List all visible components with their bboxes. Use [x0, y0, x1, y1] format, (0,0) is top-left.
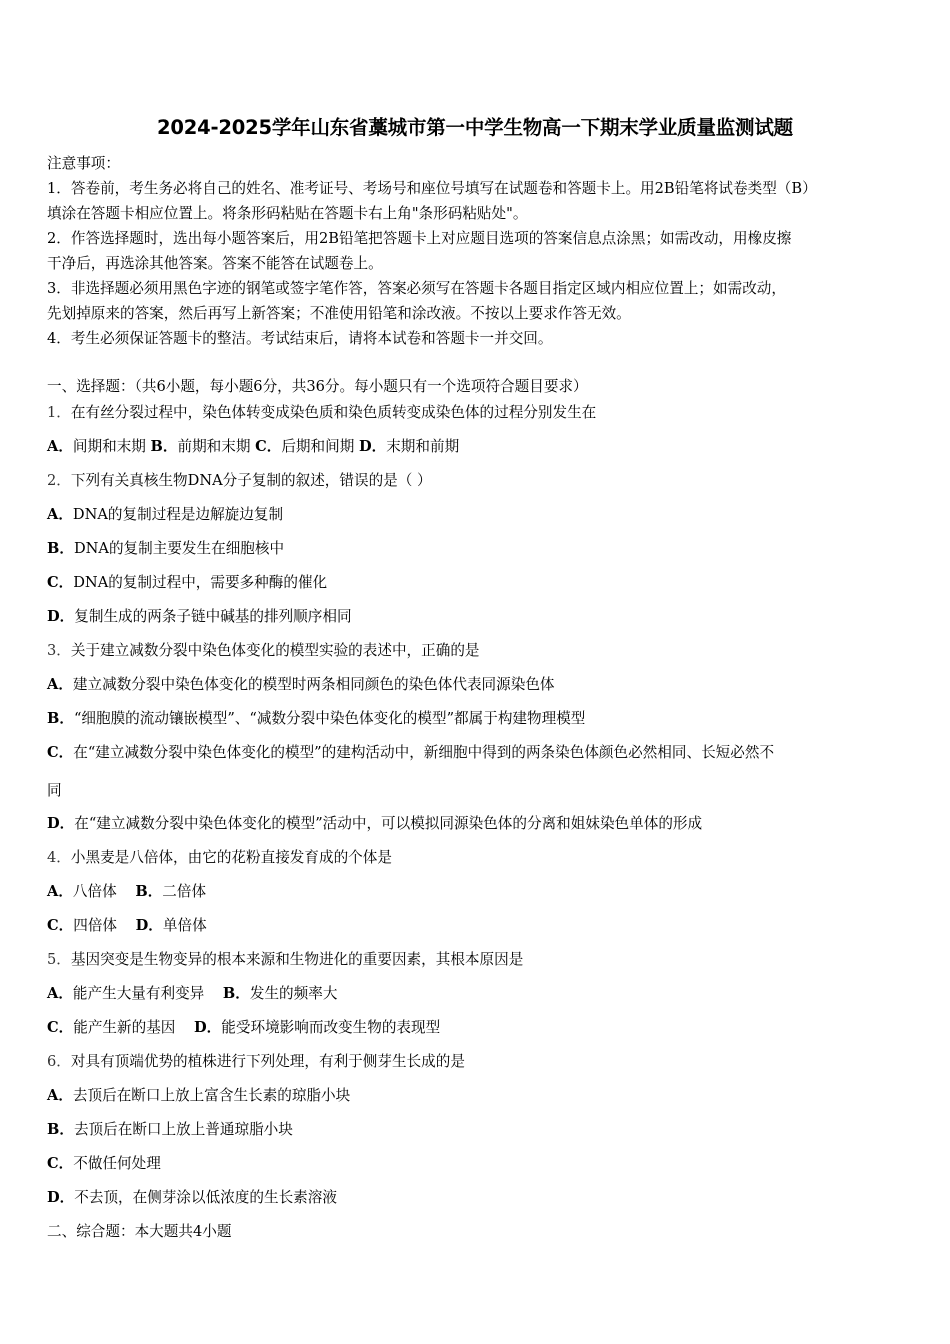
option-label: B． [135, 883, 163, 900]
question-number: 1． [47, 404, 71, 421]
option-c [47, 741, 907, 762]
option-label: A． [47, 506, 73, 523]
option-text: 去顶后在断口上放上富含生长素的琼脂小块 [72, 1087, 351, 1104]
question-number: 2． [47, 472, 71, 489]
option-label: A． [47, 883, 73, 900]
notice-line: 1．答卷前，考生务必将自己的姓名、准考证号、考场号和座位号填写在试题卷和答题卡上。用2B铅笔将试卷类型（B） [47, 180, 817, 197]
option-c-continued: 同 [47, 782, 62, 799]
option-b [47, 537, 907, 558]
option-label: D． [358, 438, 387, 455]
option-label: A． [47, 985, 73, 1002]
question-number: 6． [47, 1053, 71, 1070]
option-text: 单倍体 [162, 917, 207, 934]
option-label: A． [47, 1087, 73, 1104]
option-label: A． [47, 438, 73, 455]
option-label: B． [47, 1121, 74, 1138]
page-title: 2024-2025学年山东省藁城市第一中学生物高一下期末学业质量监测试题 [157, 116, 793, 139]
option-text: 发生的频率大 [249, 985, 338, 1002]
option-a [47, 503, 907, 524]
option-text: 二倍体 [162, 883, 207, 900]
option-label: C． [47, 1019, 74, 1036]
option-label: B． [222, 985, 250, 1002]
option-a [47, 673, 907, 694]
option-text: 能产生大量有利变异 [72, 985, 205, 1002]
question-stem: 对具有顶端优势的植株进行下列处理，有利于侧芽生长成的是 [70, 1053, 465, 1070]
option-label: D． [47, 608, 75, 625]
question-stem: 基因突变是生物变异的根本来源和生物进化的重要因素，其根本原因是 [70, 951, 524, 968]
option-text: 去顶后在断口上放上普通琼脂小块 [73, 1121, 293, 1138]
option-text: DNA的复制主要发生在细胞核中 [73, 540, 285, 557]
option-text: 八倍体 [72, 883, 117, 900]
option-label: B． [47, 710, 74, 727]
option-c [47, 571, 907, 592]
question-5 [47, 948, 907, 969]
notice-line: 2．作答选择题时，选出每小题答案后，用2B铅笔把答题卡上对应题目选项的答案信息点涂黑；如需改动，用橡皮擦 [47, 230, 792, 247]
option-label: B． [150, 438, 178, 455]
option-label: D． [135, 917, 163, 934]
question-stem: 在有丝分裂过程中，染色体转变成染色质和染色质转变成染色体的过程分别发生在 [70, 404, 597, 421]
option-b [47, 1118, 907, 1139]
question-4 [47, 846, 907, 867]
option-text: 末期和前期 [386, 438, 460, 455]
question-stem: 下列有关真核生物DNA分子复制的叙述，错误的是（ ） [70, 472, 432, 489]
notice-heading: 注意事项： [47, 155, 120, 172]
option-text: 间期和末期 [72, 438, 146, 455]
option-a [47, 1084, 907, 1105]
option-label: D． [47, 815, 75, 832]
option-c [47, 1152, 907, 1173]
question-stem: 关于建立减数分裂中染色体变化的模型实验的表述中，正确的是 [70, 642, 480, 659]
option-text: 能受环境影响而改变生物的表现型 [221, 1019, 441, 1036]
notice-line: 填涂在答题卡相应位置上。将条形码粘贴在答题卡右上角"条形码粘贴处"。 [47, 205, 528, 222]
option-label: D． [194, 1019, 222, 1036]
question-number: 4． [47, 849, 71, 866]
section-heading: 二、综合题：本大题共4小题 [47, 1223, 232, 1240]
option-text: 不去顶，在侧芽涂以低浓度的生长素溶液 [74, 1189, 337, 1206]
question-3 [47, 639, 907, 660]
notice-line: 3．非选择题必须用黑色字迹的钢笔或签字笔作答，答案必须写在答题卡各题目指定区域内相应位置上；如需改动， [47, 280, 786, 297]
option-label: C． [47, 917, 74, 934]
options-row [47, 1016, 907, 1037]
option-text: 在“建立减数分裂中染色体变化的模型”活动中，可以模拟同源染色体的分离和姐妹染色单体的形成 [74, 815, 703, 832]
option-text: 不做任何处理 [73, 1155, 161, 1172]
option-b [47, 707, 907, 728]
options-row [47, 982, 907, 1003]
question-stem: 小黑麦是八倍体，由它的花粉直接发育成的个体是 [70, 849, 392, 866]
section-heading: 一、选择题：（共6小题，每小题6分，共36分。每小题只有一个选项符合题目要求） [47, 378, 588, 395]
notice-line: 4．考生必须保证答题卡的整洁。考试结束后，请将本试卷和答题卡一并交回。 [47, 330, 553, 347]
option-text: “细胞膜的流动镶嵌模型”、“减数分裂中染色体变化的模型”都属于构建物理模型 [73, 710, 586, 727]
option-label: C． [47, 574, 74, 591]
option-text: DNA的复制过程是边解旋边复制 [72, 506, 284, 523]
option-text: 能产生新的基因 [73, 1019, 176, 1036]
notice-line: 先划掉原来的答案，然后再写上新答案；不准使用铅笔和涂改液。不按以上要求作答无效。 [47, 305, 631, 322]
option-label: C． [255, 438, 282, 455]
question-1-options [47, 435, 907, 456]
question-number: 5． [47, 951, 71, 968]
option-text: 建立减数分裂中染色体变化的模型时两条相同颜色的染色体代表同源染色体 [72, 676, 555, 693]
option-d [47, 1186, 907, 1207]
question-number: 3． [47, 642, 71, 659]
option-text: 后期和间期 [281, 438, 355, 455]
option-text: 在“建立减数分裂中染色体变化的模型”的建构活动中，新细胞中得到的两条染色体颜色必然相同、长短必然不 [73, 744, 775, 761]
option-text: DNA的复制过程中，需要多种酶的催化 [73, 574, 328, 591]
option-label: C． [47, 1155, 74, 1172]
option-text: 复制生成的两条子链中碱基的排列顺序相同 [74, 608, 352, 625]
option-d [47, 605, 907, 626]
options-row [47, 880, 907, 901]
option-d [47, 812, 907, 833]
option-label: A． [47, 676, 73, 693]
question-6 [47, 1050, 907, 1071]
option-text: 前期和末期 [177, 438, 251, 455]
option-label: B． [47, 540, 74, 557]
options-row [47, 914, 907, 935]
option-label: D． [47, 1189, 75, 1206]
question-1 [47, 401, 907, 422]
option-text: 四倍体 [73, 917, 118, 934]
option-label: C． [47, 744, 74, 761]
question-2 [47, 469, 907, 490]
notice-line: 干净后，再选涂其他答案。答案不能答在试题卷上。 [47, 255, 383, 272]
